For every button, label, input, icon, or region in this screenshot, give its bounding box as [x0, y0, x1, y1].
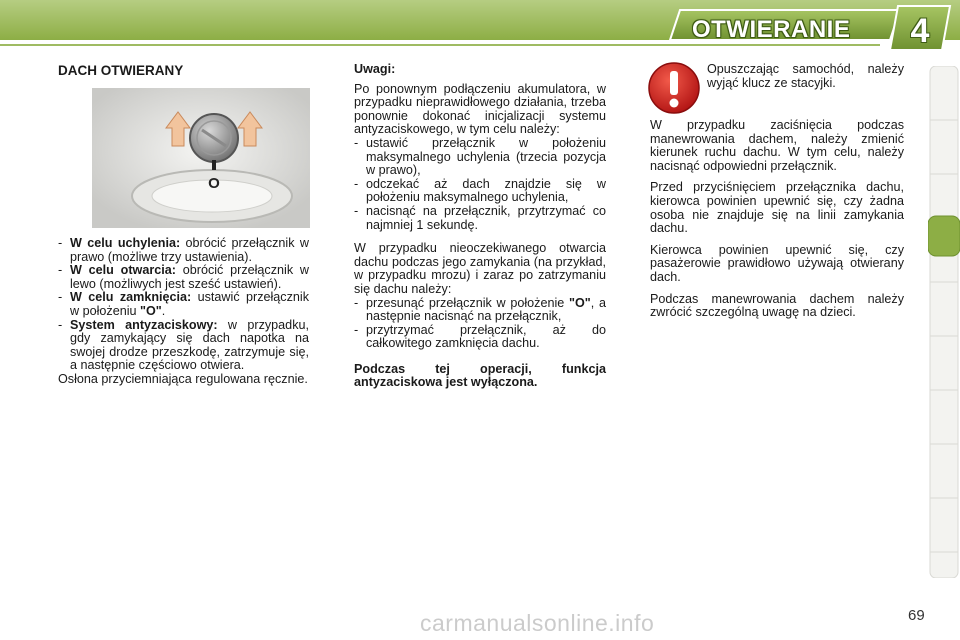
list-item: - przesunąć przełącznik w położenie "O", a następnie nacisnąć na przełącznik, — [354, 295, 606, 324]
notes-heading: Uwagi: — [354, 62, 396, 76]
right-paragraph: Podczas manewrowania dachem należy zwrócić szczególną uwagę na dzieci. — [650, 291, 904, 320]
list-item: - System antyzaciskowy: w przypadku, gdy zamykający się dach napotka na swojej drodze przeszkodę, zatrzymuje się, a następnie częściowo otwiera. — [58, 317, 309, 373]
left-column — [58, 237, 309, 395]
list-item: - W celu otwarcia: obrócić przełącznik w lewo (możliwych jest sześć ustawień). — [58, 263, 309, 291]
section-title: DACH OTWIERANY — [58, 63, 184, 78]
list-item: - W celu zamknięcia: ustawić przełącznik w położeniu "O". — [58, 290, 309, 318]
chapter-header — [0, 0, 960, 52]
init-steps-list — [354, 137, 606, 232]
middle-column — [354, 63, 606, 398]
page-number: 69 — [908, 607, 925, 624]
list-item: - W celu uchylenia: obrócić przełącznik w prawo (możliwe trzy ustawienia). — [58, 236, 310, 264]
sunshade-note: Osłona przyciemniająca regulowana ręcznie. — [58, 371, 308, 386]
switch-instructions-list — [58, 237, 309, 373]
watermark: carmanualsonline.info — [420, 610, 655, 636]
unexpected-open-paragraph: W przypadku nieoczekiwanego otwarcia dachu podczas jego zamykania (na przykład, w przypadku mrozu) i zaraz po zatrzymaniu się dachu należy: — [354, 241, 606, 296]
right-paragraph: Przed przyciśnięciem przełącznika dachu, kierowca powinien upewnić się, czy żadna osoba nie znajduje się na linii zamykania dachu. — [650, 180, 904, 236]
list-item: - przytrzymać przełącznik, aż do całkowitego zamknięcia dachu. — [354, 322, 606, 351]
right-column — [650, 119, 904, 328]
photo-o-label: O — [208, 175, 220, 192]
list-item: - ustawić przełącznik w położeniu maksymalnego uchylenia (trzecia pozycja w prawo), — [354, 135, 606, 178]
warning-icon — [646, 60, 702, 116]
recovery-steps-list — [354, 297, 606, 351]
antipinch-disabled-note: Podczas tej operacji, funkcja antyzaciskowa jest wyłączona. — [354, 361, 606, 390]
warning-text: Opuszczając samochód, należy wyjąć klucz ze stacyjki. — [707, 62, 904, 90]
chapter-tabs — [928, 66, 960, 578]
list-item: - nacisnąć na przełącznik, przytrzymać co najmniej 1 sekundę. — [354, 203, 606, 232]
right-paragraph: W przypadku zaciśnięcia podczas manewrowania dachem, należy zmienić kierunek ruchu dachu. W tym celu, należy nacisnąć odpowiedni przełącznik. — [650, 118, 904, 173]
list-item: - odczekać aż dach znajdzie się w położeniu maksymalnego uchylenia, — [354, 176, 606, 205]
chapter-title: OTWIERANIE — [692, 16, 851, 43]
active-chapter-tab — [928, 216, 960, 256]
intro-paragraph: Po ponownym podłączeniu akumulatora, w przypadku nieprawidłowego działania, trzeba ponownie dokonać inicjalizacji systemu antyzaciskowego, w tym celu należy: — [354, 81, 606, 137]
sunroof-switch-photo — [92, 88, 310, 228]
chapter-number: 4 — [910, 12, 930, 50]
right-paragraph: Kierowca powinien upewnić się, czy pasażerowie prawidłowo używają otwierany dach. — [650, 242, 904, 284]
